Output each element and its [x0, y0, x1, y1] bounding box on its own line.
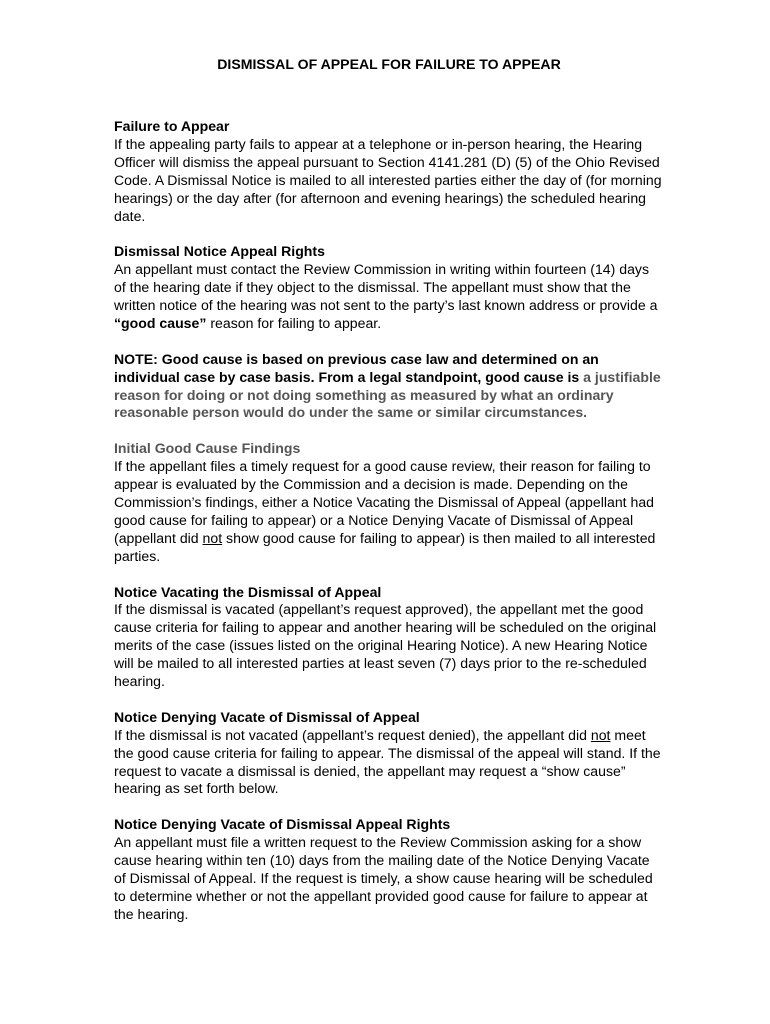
heading-notice-denying-vacate: Notice Denying Vacate of Dismissal of Appeal: [114, 708, 420, 725]
section-dismissal-notice-appeal-rights: [114, 243, 662, 333]
paragraph-notice-vacating: If the dismissal is vacated (appellant’s request approved), the appellant met the good cause criteria for failing to appear and another hearing will be scheduled on the original merits of the case (issues listed on the original Hearing Notice). A new Hearing Notice will be mailed to all interested parties at least seven (7) days prior to the re-scheduled hearing.: [114, 601, 657, 690]
section-initial-good-cause-findings: [114, 440, 662, 565]
paragraph-note: [114, 351, 662, 423]
section-notice-denying-vacate-rights: [114, 816, 662, 923]
heading-initial-good-cause-findings: Initial Good Cause Findings: [114, 440, 301, 457]
paragraph-initial-good-cause-findings: [114, 458, 662, 565]
document-title: DISMISSAL OF APPEAL FOR FAILURE TO APPEAR: [217, 56, 561, 72]
note-text-definition: NOTE: Good cause is based on previous case law and determined on an individual case by case basis. From a legal standpoint, good cause is: [114, 350, 599, 385]
heading-dismissal-notice-appeal-rights: Dismissal Notice Appeal Rights: [114, 243, 325, 260]
rights-text-after: reason for failing to appear.: [206, 314, 382, 331]
section-notice-vacating: [114, 584, 662, 691]
section-notice-denying-vacate: [114, 709, 662, 799]
rights-text-before: An appellant must contact the Review Commission in writing within fourteen (14) days of the hearing date if they object to the dismissal. The appellant must show that the written notice of the hearing was not sent to the party’s last known address or provide a: [114, 261, 658, 314]
denying-text-before: If the dismissal is not vacated (appellant’s request denied), the appellant did: [114, 726, 591, 743]
document-header: [0, 55, 770, 75]
heading-notice-vacating: Notice Vacating the Dismissal of Appeal: [114, 583, 382, 600]
paragraph-dismissal-notice-appeal-rights: [114, 261, 662, 333]
initial-text-before: If the appellant files a timely request for a good cause review, their reason for failing to appear is evaluated by the Commission and a decision is made. Depending on the Commission’s findings, either a Notice Vacating the Dismissal of Appeal (appellant had good cause for failing to appear) or a Notice Denying Vacate of Dismissal of Appeal (appellant did: [114, 458, 655, 546]
good-cause-term: “good cause”: [114, 314, 207, 331]
initial-text-after: show good cause for failing to appear) is then mailed to all interested parties.: [114, 529, 656, 564]
paragraph-notice-denying-vacate-rights: An appellant must file a written request to the Review Commission asking for a show cause hearing within ten (10) days from the mailing date of the Notice Denying Vacate of Dismissal of Appeal. If the request is timely, a show cause hearing will be scheduled to determine whether or not the appellant provided good cause for failure to appear at the hearing.: [114, 834, 653, 922]
heading-notice-denying-vacate-rights: Notice Denying Vacate of Dismissal Appeal Rights: [114, 816, 451, 833]
paragraph-failure-to-appear: If the appealing party fails to appear at a telephone or in-person hearing, the Hearing Officer will dismiss the appeal pursuant to Section 4141.281 (D) (5) of the Ohio Revised Code. A Dismissal Notice is mailed to all interested parties either the day of (for morning hearings) or the day after (for afternoon and evening hearings) the scheduled hearing date.: [114, 135, 662, 224]
denying-text-after: meet the good cause criteria for failing to appear. The dismissal of the appeal will stand. If the request to vacate a dismissal is denied, the appellant may request a “show cause” hearing as set forth below.: [114, 726, 661, 797]
paragraph-notice-denying-vacate: [114, 727, 662, 799]
section-note: [114, 351, 662, 423]
underlined-not: not: [590, 726, 611, 743]
section-failure-to-appear: [114, 118, 662, 225]
document-body: [114, 118, 662, 924]
note-text-justification: a justifiable reason for doing or not doing something as measured by what an ordinary reasonable person would do under the same or similar circumstances.: [114, 368, 661, 421]
heading-failure-to-appear: Failure to Appear: [114, 118, 230, 134]
underlined-not: not: [202, 529, 223, 546]
